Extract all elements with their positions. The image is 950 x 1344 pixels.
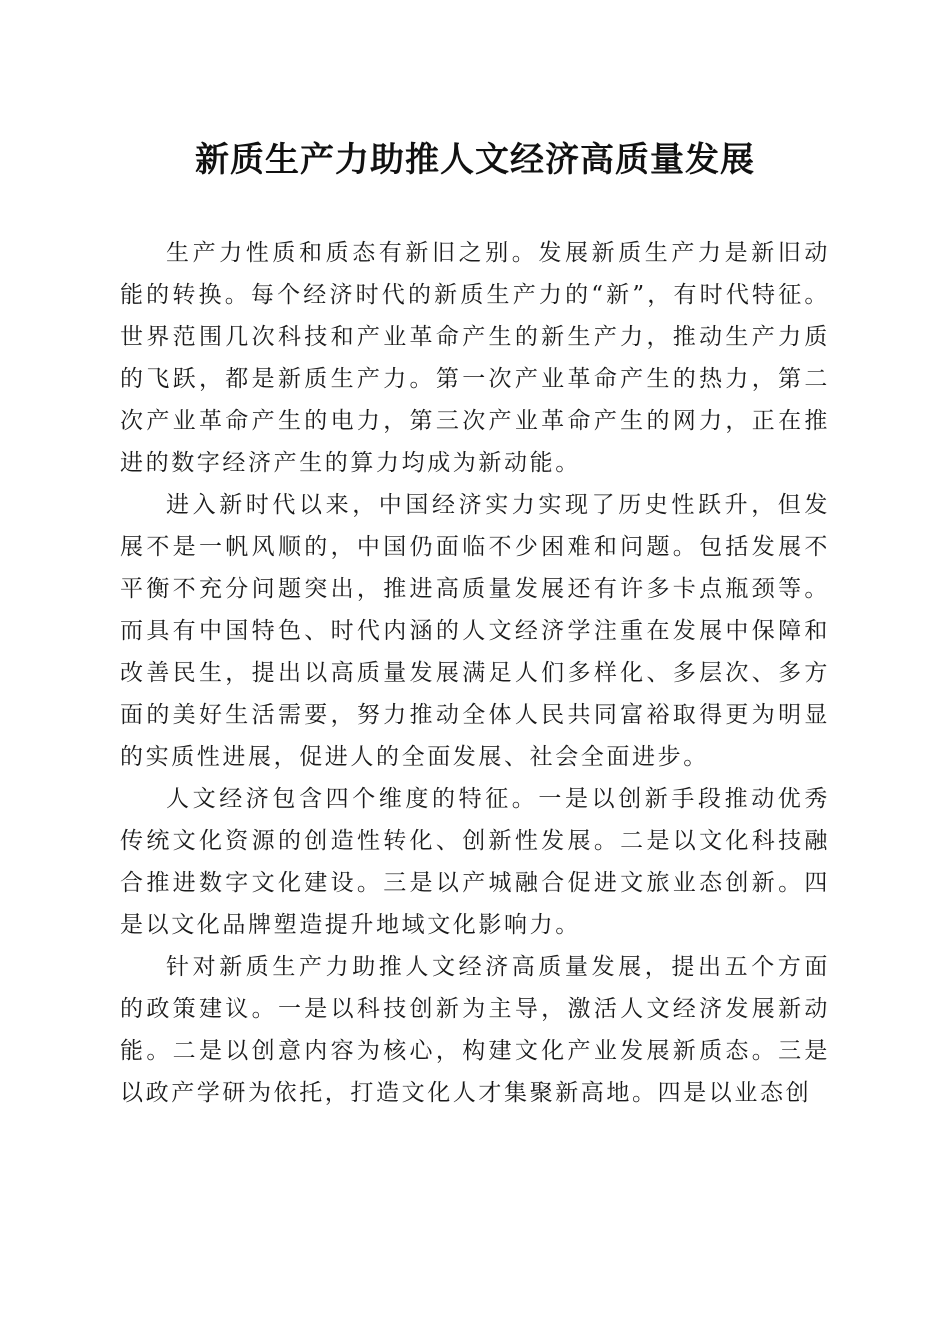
paragraph-3: 人文经济包含四个维度的特征。一是以创新手段推动优秀传统文化资源的创造性转化、创新性发展。二是以文化科技融合推进数字文化建设。三是以产城融合促进文旅业态创新。四是以文化品牌塑造提升地域文化影响力。 (120, 786, 830, 938)
paragraph-1: 生产力性质和质态有新旧之别。发展新质生产力是新旧动能的转换。每个经济时代的新质生产力的“新”，有时代特征。世界范围几次科技和产业革命产生的新生产力，推动生产力质的飞跃，都是新质生产力。第一次产业革命产生的热力，第二次产业革命产生的电力，第三次产业革命产生的网力，正在推进的数字经济产生的算力均成为新动能。 (120, 240, 830, 476)
paragraph-2: 进入新时代以来，中国经济实力实现了历史性跃升，但发展不是一帆风顺的，中国仍面临不少困难和问题。包括发展不平衡不充分问题突出，推进高质量发展还有许多卡点瓶颈等。而具有中国特色、时代内涵的人文经济学注重在发展中保障和改善民生，提出以高质量发展满足人们多样化、多层次、多方面的美好生活需要，努力推动全体人民共同富裕取得更为明显的实质性进展，促进人的全面发展、社会全面进步。 (120, 492, 830, 770)
paragraph-4: 针对新质生产力助推人文经济高质量发展，提出五个方面的政策建议。一是以科技创新为主导，激活人文经济发展新动能。二是以创意内容为核心，构建文化产业发展新质态。三是以政产学研为依托，打造文化人才集聚新高地。四是以业态创 (120, 954, 830, 1106)
document-body (120, 232, 830, 1114)
document-title: 新质生产力助推人文经济高质量发展 (195, 140, 755, 180)
